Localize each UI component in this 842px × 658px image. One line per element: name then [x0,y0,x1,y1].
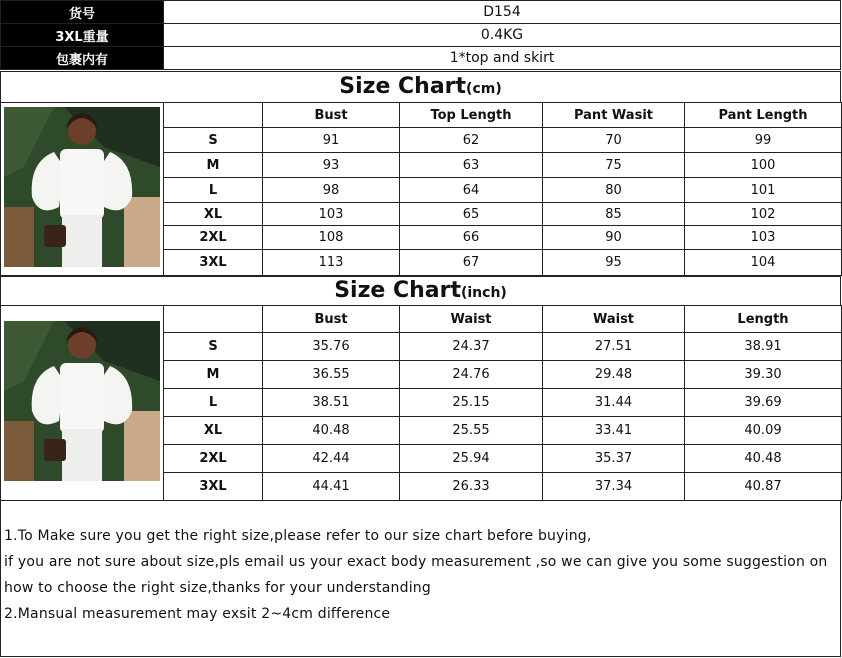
chart-title-text: Size Chart [339,74,467,99]
cell-value: 27.51 [543,333,685,361]
cm-chart-title [0,71,841,103]
cell-value: 39.30 [685,361,842,389]
chart-unit-text: (cm) [466,81,502,97]
note-line: 2.Mansual measurement may exsit 2~4cm difference [4,606,391,622]
size-label: L [164,178,263,203]
cell-value: 95 [543,250,685,276]
size-label: M [164,153,263,178]
cell-value: 42.44 [263,445,400,473]
cell-value: 24.76 [400,361,543,389]
size-notes [0,500,841,657]
cell-value: 44.41 [263,473,400,501]
cell-value: 40.09 [685,417,842,445]
meta-value: 1*top and skirt [164,47,841,70]
size-label: 2XL [164,226,263,250]
cell-value: 38.51 [263,389,400,417]
header-waist: Waist [400,306,543,333]
inch-size-table [0,305,842,501]
header-pant-waist: Pant Wasit [543,103,685,128]
inch-chart-title [0,276,841,306]
cell-value: 25.15 [400,389,543,417]
model-photo [4,107,160,267]
header-waist-2: Waist [543,306,685,333]
cell-value: 102 [685,203,842,226]
meta-row-weight [1,24,841,47]
cell-value: 25.55 [400,417,543,445]
cell-value: 100 [685,153,842,178]
size-label: M [164,361,263,389]
cell-value: 38.91 [685,333,842,361]
meta-value: D154 [164,1,841,24]
cell-value: 104 [685,250,842,276]
chart-title-text: Size Chart [334,278,461,303]
header-length: Length [685,306,842,333]
cell-value: 99 [685,128,842,153]
cell-value: 24.37 [400,333,543,361]
cell-value: 85 [543,203,685,226]
cell-value: 98 [263,178,400,203]
header-blank [164,103,263,128]
table-header-row [1,306,842,333]
meta-row-item-no [1,1,841,24]
cell-value: 75 [543,153,685,178]
size-label: XL [164,203,263,226]
cell-value: 26.33 [400,473,543,501]
meta-row-package [1,47,841,70]
header-blank [164,306,263,333]
cell-value: 36.55 [263,361,400,389]
cell-value: 37.34 [543,473,685,501]
header-top-length: Top Length [400,103,543,128]
size-label: 3XL [164,473,263,501]
meta-label: 3XL重量 [1,24,164,47]
table-header-row [1,103,842,128]
header-bust: Bust [263,103,400,128]
size-label: 3XL [164,250,263,276]
cell-value: 90 [543,226,685,250]
header-pant-length: Pant Length [685,103,842,128]
cell-value: 103 [685,226,842,250]
cell-value: 65 [400,203,543,226]
meta-label: 货号 [1,1,164,24]
size-label: L [164,389,263,417]
cell-value: 91 [263,128,400,153]
meta-value: 0.4KG [164,24,841,47]
size-label: XL [164,417,263,445]
cell-value: 31.44 [543,389,685,417]
cell-value: 113 [263,250,400,276]
cell-value: 80 [543,178,685,203]
cell-value: 25.94 [400,445,543,473]
model-photo [4,321,160,481]
note-line: if you are not sure about size,pls email us your exact body measurement ,so we can give you some suggestion on how to choose the right size,thanks for your understanding [4,554,828,596]
cell-value: 103 [263,203,400,226]
cell-value: 66 [400,226,543,250]
cell-value: 40.87 [685,473,842,501]
cell-value: 93 [263,153,400,178]
chart-unit-text: (inch) [460,285,507,301]
header-bust: Bust [263,306,400,333]
note-line: 1.To Make sure you get the right size,please refer to our size chart before buying, [4,528,592,544]
cell-value: 39.69 [685,389,842,417]
cell-value: 35.37 [543,445,685,473]
size-label: S [164,333,263,361]
size-label: 2XL [164,445,263,473]
product-meta-table [0,0,841,70]
model-photo-cell [1,103,164,276]
model-photo-cell [1,306,164,501]
cell-value: 62 [400,128,543,153]
cell-value: 33.41 [543,417,685,445]
cell-value: 40.48 [685,445,842,473]
cell-value: 35.76 [263,333,400,361]
cell-value: 64 [400,178,543,203]
cell-value: 63 [400,153,543,178]
cell-value: 29.48 [543,361,685,389]
cell-value: 101 [685,178,842,203]
cell-value: 70 [543,128,685,153]
meta-label: 包裹内有 [1,47,164,70]
cell-value: 67 [400,250,543,276]
cell-value: 108 [263,226,400,250]
cell-value: 40.48 [263,417,400,445]
cm-size-table [0,102,842,276]
size-label: S [164,128,263,153]
